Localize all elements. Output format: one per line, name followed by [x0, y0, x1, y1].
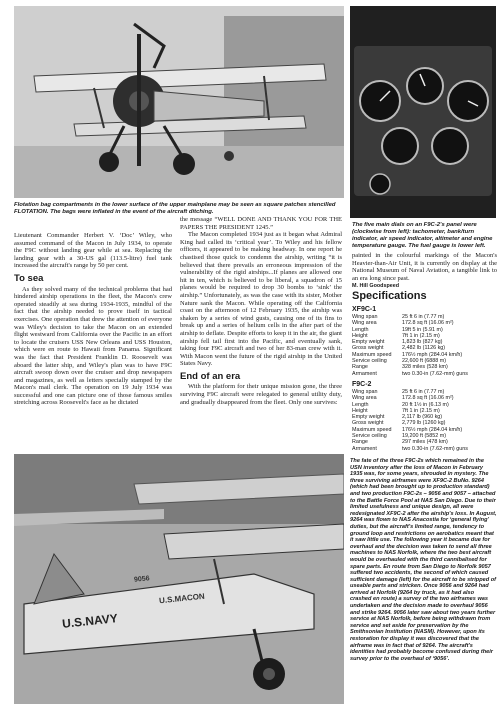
col1-paragraph-2: As they solved many of the technical problems that had hindered airship operations in the fleet, the Macon's crew operated steadily at sea during 1934-1935, mindful of the fact that the airship needed to prove itself in tactical exercises. One operation that drew the attention of everyone was Wiley's decision to take the Macon on an extended flight westward from California over the Pacific in an effort to locate the cruisers USS New Orleans and USS Houston, which were en route to Hawaii from Panama. Significant was the fact that President Franklin D. Roosevelt was aboard the latter ship, and Wiley's plan was to have F9C aircraft swoop down over the cruiser and drop newspapers and magazines, as well as letters specially stamped by the Macon's mail clerk. The operation on 19 July 1934 was successful and one can picture one of those famous smiles stretching across Roosevelt's face as he dictated: [14, 285, 172, 407]
spec-value: 297 miles (478 km): [402, 439, 448, 446]
spec-value: 22,600 ft (6888 m): [402, 358, 447, 365]
fuselage-marking: U.S.NAVY: [61, 611, 119, 631]
spec-key: Wing span: [352, 388, 378, 395]
spec-value: 2,779 lb (1260 kg): [402, 420, 446, 427]
aircraft-photo-bottom: [14, 454, 344, 704]
table-row: [352, 446, 468, 452]
spec-value: 328 miles (528 km): [402, 364, 448, 371]
spec-key: Service ceiling: [352, 433, 387, 440]
spec-value: 1,823 lb (827 kg): [402, 339, 443, 346]
spec-value: two 0.30-in (7.62-mm) guns: [402, 370, 468, 377]
table-row: [352, 395, 468, 401]
spec-group-name: XF9C-1: [352, 306, 377, 313]
spec-key: Wing area: [352, 395, 377, 402]
spec-value: 172.8 sq ft (16.06 m²): [402, 395, 454, 402]
spec-value: 20 ft 1½ in (6.13 m): [402, 401, 449, 408]
spec-value: 25 ft 6 in (7.77 m): [402, 314, 445, 320]
spec-table-f9c2: [352, 389, 468, 452]
spec-key: Armament: [352, 445, 377, 452]
spec-key: Length: [352, 401, 369, 408]
spec-key: Empty weight: [352, 414, 385, 421]
spec-key: Length: [352, 326, 369, 333]
spec-key: Maximum speed: [352, 426, 392, 433]
spec-value: 19,200 ft (5852 m): [402, 433, 447, 440]
spec-value: 7ft 1 in (2.15 m): [402, 332, 440, 339]
spec-table-xf9c1: [352, 314, 468, 377]
spec-key: Wing span: [352, 314, 378, 320]
spec-value: 2,482 lb (1126 kg): [402, 345, 446, 352]
spec-value: two 0.30-in (7.62-mm) guns: [402, 445, 468, 452]
column-2: [180, 216, 342, 406]
spec-key: Height: [352, 407, 368, 414]
spec-key: Range: [352, 364, 368, 371]
spec-value: 7ft 1 in (2.15 m): [402, 407, 440, 414]
spec-key: Height: [352, 332, 368, 339]
spec-value: 176½ mph (284.04 km/h): [402, 426, 463, 433]
spec-key: Gross weight: [352, 420, 384, 427]
instrument-panel-photo: [350, 6, 496, 218]
col2-paragraph-1: the message “WELL DONE AND THANK YOU FOR THE PAPERS THE PRESIDENT 1245.”: [180, 216, 342, 231]
spec-key: Range: [352, 439, 368, 446]
column-1: [14, 232, 172, 407]
spec-value: 25 ft 6 in (7.77 m): [402, 388, 445, 395]
dials-caption: The five main dials on an F9C-2's panel were (clockwise from left): tachometer, bank/turn indicator, air speed indicator, altimeter and engine temperature gauge. The fuel gauge is lower left.: [352, 222, 493, 249]
spec-group-f9c2: [352, 381, 498, 452]
code-marking: 9056: [133, 575, 150, 584]
spec-key: Armament: [352, 370, 377, 377]
spec-value: 2,117 lb (960 kg): [402, 414, 443, 421]
top-photo-caption: Flotation bag compartments in the lower surface of the upper mainplane may be seen as square patches stencilled FLOTATION. The bags were inflated in the event of the aircraft ditching.: [14, 202, 336, 215]
spec-group-name: F9C-2: [352, 380, 372, 388]
author-credit: M. Hill Goodspeed: [352, 283, 400, 290]
spec-value: 172.8 sq ft (16.06 m²): [402, 320, 454, 327]
col3-paragraph-1: painted in the colourful markings of the Macon's Heavier-than-Air Unit, it is currently on display at the National Museum of Naval Aviation, a tangible link to an era long since past.: [352, 252, 497, 282]
biplane-illustration: [14, 6, 344, 198]
spec-key: Wing area: [352, 320, 377, 327]
col2-paragraph-3: With the platform for their unique mission gone, the three surviving F9C aircraft were relegated to general utility duty, and gradually disappeared from the fleet. Only one survives:: [180, 383, 342, 406]
specifications-title: Specifications: [352, 290, 427, 302]
table-row: [352, 371, 468, 377]
spec-value: 176½ mph (284.04 km/h): [402, 351, 463, 358]
specifications-box: [352, 290, 498, 452]
aircraft-photo-top: [14, 6, 344, 198]
spec-key: Maximum speed: [352, 351, 392, 358]
tail-marking: U.S.MACON: [158, 591, 206, 606]
spec-key: Gross weight: [352, 345, 384, 352]
heading-end-of-era: End of an era: [180, 370, 241, 382]
bottom-caption: The fate of the three F9C-2s which remained in the USN inventory after the loss of Macon in February 1935 was, for some years, shrouded in mystery. The three surviving airframes were XF9C-2 BuNo. 9264 (which had been brought up to production standard) and two production F9C-2s – 9056 and 9057 – attached to the Battle Force Pool at NAS San Diego. Due to their limited usefulness and unique design, all were redesignated XF9C-2 after the airship's loss. In August, 9264 was flown to NAS Anacostia for ‘general flying’ duties, but the aircraft's limited range, tendency to ground loop and restrictions on aerobatics meant that it saw little use. The following year it became due for overhaul and the decision was taken to send all three machines to NAS Norfolk, where the two best aircraft would be overhauled with the third cannibalised for spare parts. En route from San Diego to Norfolk 9057 suffered two accidents, the second of which caused sufficient damage (left) for the aircraft to be stripped of useable parts and stricken. Once 9056 and 9264 had arrived at Norfolk (9264 by truck, as it had also crashed en route) a survey of the two airframes was undertaken and the decision made to overhaul 9056 and strike 9264. 9056 later saw about two years further service at NAS Norfolk, before being withdrawn from service and set aside for preservation by the Smithsonian Institution (NASM). However, upon its restoration for display it was discovered that the airframe was in fact that of 9264. The aircraft's identities had probably become confused during their survey prior to the overhaul of ‘9056’.: [350, 458, 497, 662]
heading-to-sea: To sea: [14, 272, 44, 284]
column-3: [352, 252, 497, 291]
col1-paragraph-1: Lieutenant Commander Herbert V. ‘Doc’ Wiley, who assumed command of the Macon in July 1934, to operate the F9C without landing gear while at sea. Replacing the landing gear with a 30-US gal (113.5-litre) fuel tank increased the aircraft's range by 50 per cent.: [14, 232, 172, 270]
col2-paragraph-2: The Macon completed 1934 just as it began what Admiral King had called its ‘critical year’. To Wiley and his fellow officers, it appeared to be making headway. In one report he chastised those quick to condemn the airship, writing “it is believed that there prevails an erroneous impression of the vulnerability of the rigid airships...If planes are allowed one hit in ten, which is believed to be liberal, a squadron of 15 planes would be required to drop 30 bombs to ‘sink’ the airship.” Unfortunately, as was the case with its sister, Mother Nature sank the Macon. While operating off the California coast on the afternoon of 12 February 1935, the airship was shaken by a series of wind gusts, causing one of its fins to break up and a series of helium cells in the after part of the airship to deflate. Despite efforts to keep it in the air, the giant airship fell tail first into the Pacific, and eventually sank, taking four F9C aircraft and two of her 83-man crew with it. With Macon went the future of the rigid airship in the United States Navy.: [180, 231, 342, 368]
table-row: [352, 320, 468, 326]
spec-value: 19ft 5 in (5.91 m): [402, 326, 443, 333]
spec-group-xf9c1: [352, 306, 498, 377]
museum-biplane-illustration: [14, 454, 344, 704]
spec-key: Service ceiling: [352, 358, 387, 365]
dials-illustration: [350, 6, 496, 218]
spec-key: Empty weight: [352, 339, 385, 346]
